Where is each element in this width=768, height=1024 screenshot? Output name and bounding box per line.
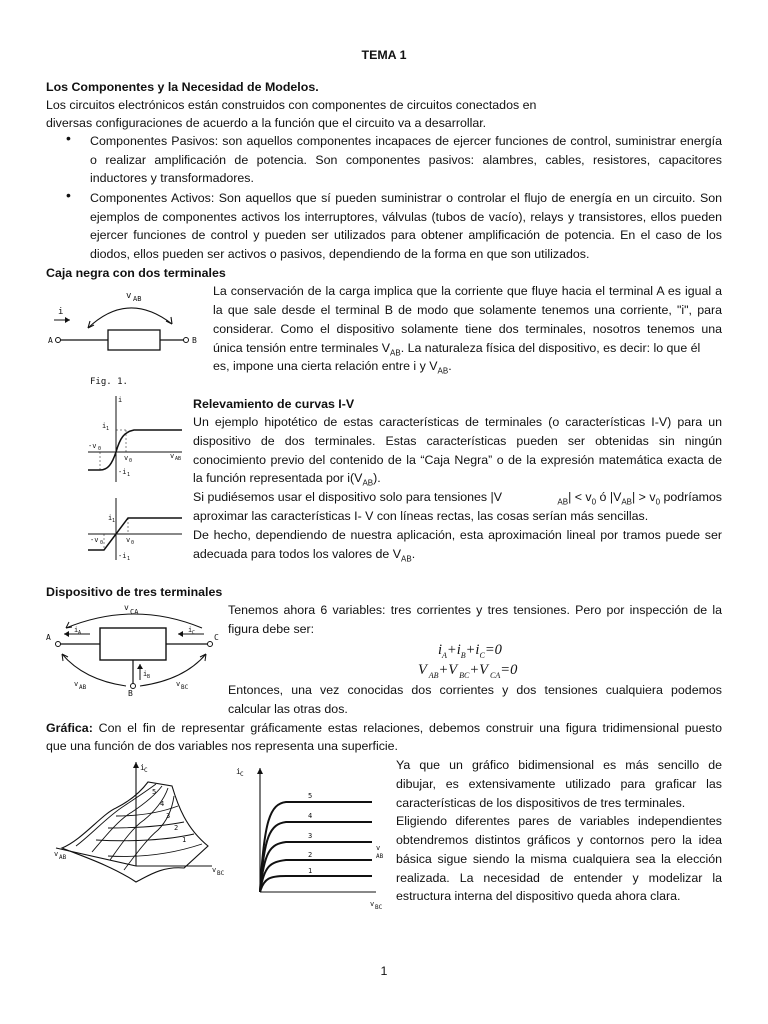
- bullet-marker: •: [66, 130, 71, 146]
- surface-3d-figure: [52, 756, 230, 892]
- iv-top-label-i: i: [118, 396, 123, 404]
- family-label-vbc: BC: [375, 904, 383, 910]
- svg-text:v: v: [54, 850, 59, 858]
- family-label-ic: C: [240, 771, 244, 778]
- caja-negra-line-5: es, impone una cierta relación entre i y $V_{AB}$.: [213, 359, 452, 376]
- svg-text:0: 0: [131, 540, 135, 546]
- svg-text:v: v: [376, 844, 381, 852]
- grafica-right-line-4: Eligiendo diferentes pares de variables independientes: [396, 814, 722, 828]
- iv-top-label-vab: v: [170, 452, 175, 460]
- tres-terminales-heading: Dispositivo de tres terminales: [46, 585, 223, 599]
- grafica-right-line-6: básica sigue siendo la misma cualquiera sea la elección: [396, 852, 722, 866]
- fig3-label-vca: CA: [130, 608, 139, 616]
- svg-text:1: 1: [106, 426, 110, 432]
- bullet-1-line-2: o realizar amplificación de potencia. Son componentes pasivos: alambres, cables, resistores, capacitores: [90, 153, 722, 167]
- caja-negra-line-1: La conservación de la carga implica que la corriente que fluye hacia el terminal A es igual a: [213, 284, 722, 298]
- bullet-marker: •: [66, 187, 71, 203]
- grafica-right-line-1: Ya que un gráfico bidimensional es más sencillo de: [396, 758, 722, 772]
- fig3-label-ic: C: [192, 630, 196, 636]
- svg-text:i: i: [188, 626, 193, 634]
- fig3-label-a: A: [46, 633, 51, 642]
- svg-text:v: v: [212, 866, 217, 874]
- caja-negra-line-2: la que sale desde el terminal B de modo que solamente tenemos una corriente, "i", para: [213, 303, 722, 317]
- equation-currents: $i_A+i_B+i_C=0$: [438, 642, 502, 660]
- iv-top-label-neg-v0: -v: [88, 442, 97, 450]
- iv-bottom-label-neg-v0: -v: [90, 536, 99, 544]
- svg-text:0: 0: [100, 540, 104, 546]
- svg-text:v: v: [176, 680, 181, 688]
- svg-text:AB: AB: [175, 456, 182, 462]
- svg-text:i: i: [74, 626, 79, 634]
- curvas-line-5: Si pudiésemos usar el dispositivo solo para tensiones |V $_{AB}| < v_0$ ó $|V_{AB}| > v_0$ podríamos: [193, 490, 722, 507]
- grafica-line-2: que una función de dos variables nos representa una superficie.: [46, 739, 398, 753]
- grafica-right-line-5: obtendremos distintos gráficos y contornos pero la idea: [396, 833, 722, 847]
- page-number: 1: [380, 964, 388, 978]
- bullet-2-line-2: ejemplos de componentes activos los interruptores, válvulas (tubos de vacío), relays y transistores, ellos pueden: [90, 210, 722, 224]
- bullet-2-line-3: ejercer funciones de control y pueden ser utilizados para obtener amplificación de potencia. En el caso de los: [90, 228, 722, 242]
- equation-voltages: V $_{AB}$+V $_{BC}$+V $_{CA}$=0: [418, 662, 518, 680]
- bullet-2-line-4: diodos, ellos pueden ser activos o pasivos, dependiendo de la forma en que son utilizados.: [90, 247, 590, 261]
- curvas-line-6: aproximar las características I- V con líneas rectas, las cosas serían más sencillas.: [193, 509, 649, 523]
- grafica-line-1: Gráfica: Con el fin de representar gráficamente estas relaciones, debemos construir una figura tridimensional puesto: [46, 721, 722, 735]
- grafica-right-line-2: dibujar, es extensivamente utilizado para graficar las: [396, 777, 722, 791]
- surface-number-4: 4: [160, 800, 165, 808]
- svg-text:0: 0: [129, 458, 133, 464]
- fig1-label-v: v: [126, 291, 132, 301]
- bullet-2-line-1: Componentes Activos: Son aquellos que sí pueden suministrar o controlar el flujo de energía en un circuito. Son: [90, 191, 722, 205]
- intro-heading: Los Componentes y la Necesidad de Modelos.: [46, 80, 319, 94]
- fig1-label-a: A: [48, 336, 53, 345]
- family-number-4: 4: [308, 812, 313, 820]
- tres-terminales-line-4: calcular las otras dos.: [228, 702, 348, 716]
- fig3-label-ib: B: [147, 674, 151, 680]
- svg-text:1: 1: [127, 472, 131, 478]
- iv-bottom-label-neg-i1: -i: [118, 552, 127, 560]
- curvas-line-1: Un ejemplo hipotético de estas características de terminales (o características I-V) para un: [193, 415, 722, 429]
- bullet-1-line-3: inductores y transformadores.: [90, 171, 254, 185]
- iv-top-label-v0: v: [124, 454, 129, 462]
- surface-number-5: 5: [152, 788, 157, 796]
- curvas-line-7: De hecho, dependiendo de nuestra aplicación, esta aproximación lineal por tramos puede ser: [193, 528, 722, 542]
- surface-number-2: 2: [174, 824, 179, 832]
- family-number-3: 3: [308, 832, 313, 840]
- svg-text:i: i: [236, 767, 241, 776]
- fig3-label-ia: A: [78, 630, 82, 636]
- iv-bottom-label-i1: i: [108, 514, 113, 522]
- svg-text:i: i: [143, 670, 148, 678]
- page-title: TEMA 1: [361, 48, 407, 62]
- three-terminal-figure: [44, 602, 226, 698]
- fig1-label-vsub: AB: [133, 295, 142, 303]
- curvas-line-2: dispositivo de dos terminales. Estas características pueden ser obtenidas sin ningún: [193, 434, 722, 448]
- caja-negra-line-3: considerar. Como el dispositivo solamente tiene dos terminales, nosotros tenemos una: [213, 322, 722, 336]
- surface-label-ic: C: [144, 767, 148, 774]
- grafica-right-line-8: estructura interna del dispositivo queda ahora clara.: [396, 889, 681, 903]
- curvas-line-8: adecuada para todos los valores de $V_{AB}$.: [193, 547, 416, 564]
- family-number-5: 5: [308, 792, 313, 800]
- fig1-label-b: B: [192, 336, 197, 345]
- caja-negra-heading: Caja negra con dos terminales: [46, 266, 226, 280]
- caja-negra-line-4: única tensión entre terminales $V_{AB}$. La naturaleza física del dispositivo, es decir: lo que él: [213, 341, 701, 358]
- family-number-2: 2: [308, 851, 313, 859]
- bullet-1-line-1: Componentes Pasivos: son aquellos componentes incapaces de ejercer funciones de control, suministrar energía: [90, 134, 722, 148]
- tres-terminales-line-3: Entonces, una vez conocidas dos corrientes y dos tensiones cualquiera podemos: [228, 683, 722, 697]
- grafica-right-line-7: realizada. La necesidad de entender y modelizar la: [396, 871, 722, 885]
- family-label-vab: AB: [376, 853, 384, 860]
- iv-curves-figure: [86, 392, 190, 562]
- fig1-caption: Fig. 1.: [90, 377, 128, 387]
- svg-text:i: i: [140, 763, 145, 772]
- iv-top-label-i1: i: [102, 422, 107, 430]
- surface-label-vbc: BC: [217, 870, 225, 877]
- surface-number-3: 3: [166, 812, 171, 820]
- fig3-label-c: C: [214, 633, 219, 642]
- iv-bottom-label-v0: v: [126, 536, 131, 544]
- surface-number-1: 1: [182, 836, 187, 844]
- intro-line-1: Los circuitos electrónicos están construidos con componentes de circuitos conectados en: [46, 98, 537, 112]
- two-terminal-figure: [48, 284, 208, 388]
- svg-text:0: 0: [98, 446, 102, 452]
- svg-text:v: v: [370, 900, 375, 908]
- grafica-right-line-3: características de los dispositivos de tres terminales.: [396, 796, 686, 810]
- svg-text:1: 1: [127, 556, 131, 562]
- fig3-label-vbc: BC: [181, 684, 189, 691]
- fig3-label-b: B: [128, 689, 133, 698]
- curvas-line-3: conocimiento previo del contenido de la “Caja Negra” o de la expresión matemática exacta de: [193, 453, 722, 467]
- curvas-line-4: la función representada por $i(V_{AB})$.: [193, 471, 381, 488]
- svg-text:1: 1: [112, 518, 116, 524]
- curvas-heading: Relevamiento de curvas I-V: [193, 397, 355, 411]
- family-number-1: 1: [308, 867, 313, 875]
- fig3-label-vab: AB: [79, 684, 87, 691]
- surface-label-vab: AB: [59, 854, 67, 861]
- tres-terminales-line-2: figura debe ser:: [228, 622, 315, 636]
- svg-text:v: v: [124, 603, 129, 612]
- family-curves-figure: [230, 760, 386, 910]
- intro-line-2: diversas configuraciones de acuerdo a la función que el circuito va a desarrollar.: [46, 116, 487, 130]
- fig1-label-i: i: [58, 307, 64, 317]
- iv-top-label-neg-i1: -i: [118, 468, 127, 476]
- tres-terminales-line-1: Tenemos ahora 6 variables: tres corrientes y tres tensiones. Pero por inspección de la: [228, 603, 722, 617]
- svg-text:v: v: [74, 680, 79, 688]
